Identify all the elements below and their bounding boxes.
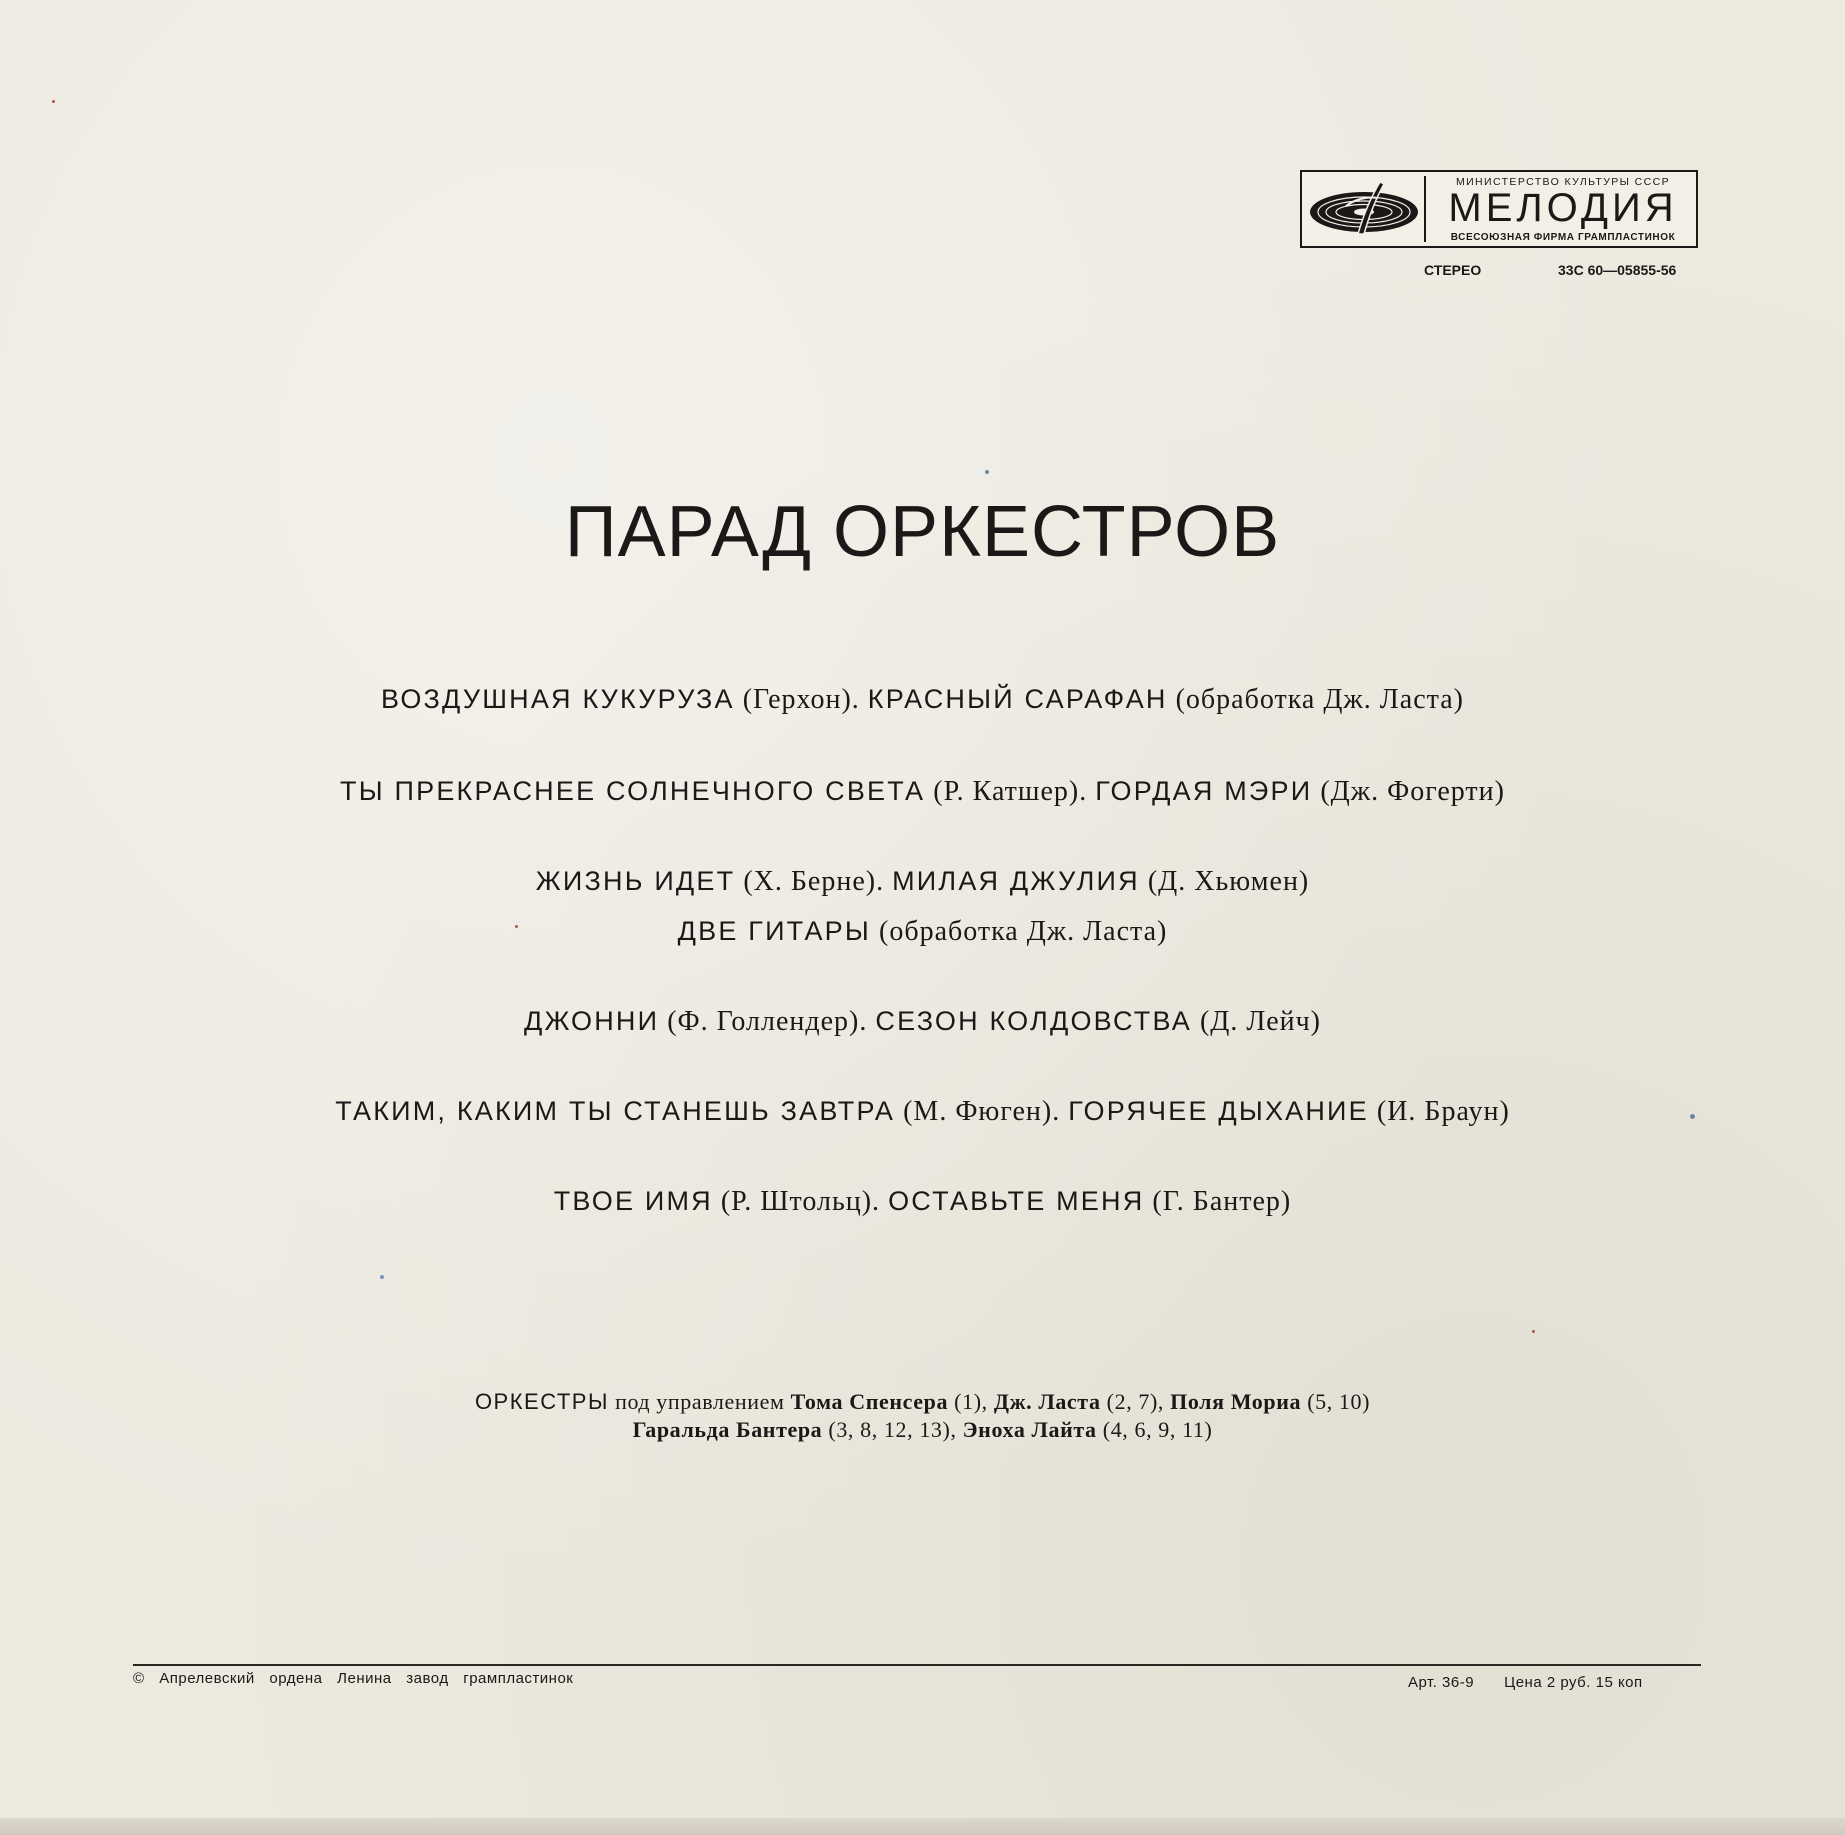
price-text: Цена 2 руб. 15 коп bbox=[1504, 1674, 1643, 1691]
manufacturer-note: © Апрелевский ордена Ленина завод грампластинок bbox=[133, 1670, 574, 1687]
song-author: (обработка Дж. Ласта) bbox=[871, 916, 1168, 947]
track-line bbox=[0, 1004, 1845, 1039]
paper-speck bbox=[1690, 1114, 1695, 1119]
track-line bbox=[0, 682, 1845, 717]
credits-line-2 bbox=[0, 1416, 1845, 1444]
song-author: (И. Браун) bbox=[1368, 1096, 1510, 1127]
conductor-tracks: (3, 8, 12, 13), bbox=[822, 1417, 963, 1442]
credits-line-1 bbox=[0, 1388, 1845, 1416]
catalog-number: 33С 60—05855-56 bbox=[1558, 262, 1677, 278]
song-title: ВОЗДУШНАЯ КУКУРУЗА bbox=[381, 684, 735, 714]
conductor-name: Эноха Лайта bbox=[962, 1417, 1097, 1442]
song-author: (Д. Лейч) bbox=[1191, 1006, 1322, 1037]
song-author: (Ф. Голлендер). bbox=[659, 1006, 876, 1037]
conductor-tracks: (2, 7), bbox=[1100, 1389, 1171, 1414]
footer-divider bbox=[133, 1664, 1701, 1666]
track-line bbox=[0, 914, 1845, 949]
track-line bbox=[0, 1094, 1845, 1129]
album-title: ПАРАД ОРКЕСТРОВ bbox=[564, 492, 1281, 572]
song-title: ТВОЕ ИМЯ bbox=[553, 1186, 713, 1216]
song-title: ГОРЯЧЕЕ ДЫХАНИЕ bbox=[1068, 1096, 1369, 1126]
song-title: ТАКИМ, КАКИМ ТЫ СТАНЕШЬ ЗАВТРА bbox=[335, 1096, 896, 1126]
song-title: ОСТАВЬТЕ МЕНЯ bbox=[888, 1186, 1145, 1216]
logo-divider bbox=[1424, 176, 1426, 242]
song-title: ЖИЗНЬ ИДЕТ bbox=[535, 866, 736, 896]
logo-brand-text: МЕЛОДИЯ bbox=[1448, 186, 1678, 230]
conductor-tracks: (4, 6, 9, 11) bbox=[1096, 1417, 1213, 1442]
paper-speck bbox=[52, 100, 55, 103]
sleeve-bottom-edge bbox=[0, 1818, 1845, 1835]
song-author: (Х. Берне). bbox=[735, 866, 893, 897]
credits-orchestras-label: ОРКЕСТРЫ bbox=[474, 1389, 609, 1414]
conductor-tracks: (5, 10) bbox=[1301, 1389, 1371, 1414]
melodiya-record-emblem-icon bbox=[1306, 176, 1422, 242]
credits-conducted-text: под управлением bbox=[608, 1389, 791, 1414]
song-author: (Герхон). bbox=[734, 684, 868, 715]
conductor-name: Гаральда Бантера bbox=[632, 1417, 823, 1442]
song-author: (Дж. Фогерти) bbox=[1312, 776, 1505, 807]
orchestra-credits bbox=[0, 1388, 1845, 1444]
logo-company-text: ВСЕСОЮЗНАЯ ФИРМА ГРАМПЛАСТИНОК bbox=[1450, 232, 1676, 243]
song-title: КРАСНЫЙ САРАФАН bbox=[867, 684, 1168, 714]
paper-speck bbox=[515, 925, 518, 928]
song-title: МИЛАЯ ДЖУЛИЯ bbox=[892, 866, 1140, 896]
price-info bbox=[1408, 1674, 1643, 1691]
song-author: (Р. Штольц). bbox=[712, 1186, 889, 1217]
conductor-name: Тома Спенсера bbox=[790, 1389, 949, 1414]
conductor-name: Дж. Ласта bbox=[993, 1389, 1101, 1414]
song-title: ДЖОННИ bbox=[523, 1006, 660, 1036]
track-line bbox=[0, 774, 1845, 809]
song-title: ТЫ ПРЕКРАСНЕЕ СОЛНЕЧНОГО СВЕТА bbox=[340, 776, 926, 806]
song-title: СЕЗОН КОЛДОВСТВА bbox=[875, 1006, 1192, 1036]
paper-speck bbox=[1532, 1330, 1535, 1333]
logo-ministry-text: МИНИСТЕРСТВО КУЛЬТУРЫ СССР bbox=[1455, 176, 1671, 188]
song-author: (Р. Катшер). bbox=[925, 776, 1096, 807]
article-number: Арт. 36-9 bbox=[1408, 1674, 1475, 1691]
song-author: (Г. Бантер) bbox=[1144, 1186, 1292, 1217]
track-line bbox=[0, 1184, 1845, 1219]
melodiya-logo bbox=[1300, 170, 1698, 248]
paper-speck bbox=[985, 470, 989, 474]
song-author: (обработка Дж. Ласта) bbox=[1167, 684, 1464, 715]
song-title: ДВЕ ГИТАРЫ bbox=[677, 916, 871, 946]
song-author: (Д. Хьюмен) bbox=[1139, 866, 1310, 897]
conductor-name: Поля Мориа bbox=[1170, 1389, 1302, 1414]
song-title: ГОРДАЯ МЭРИ bbox=[1095, 776, 1313, 806]
track-line bbox=[0, 864, 1845, 899]
conductor-tracks: (1), bbox=[948, 1389, 994, 1414]
song-author: (М. Фюген). bbox=[895, 1096, 1069, 1127]
format-label: СТЕРЕО bbox=[1424, 262, 1482, 278]
paper-speck bbox=[380, 1275, 384, 1279]
